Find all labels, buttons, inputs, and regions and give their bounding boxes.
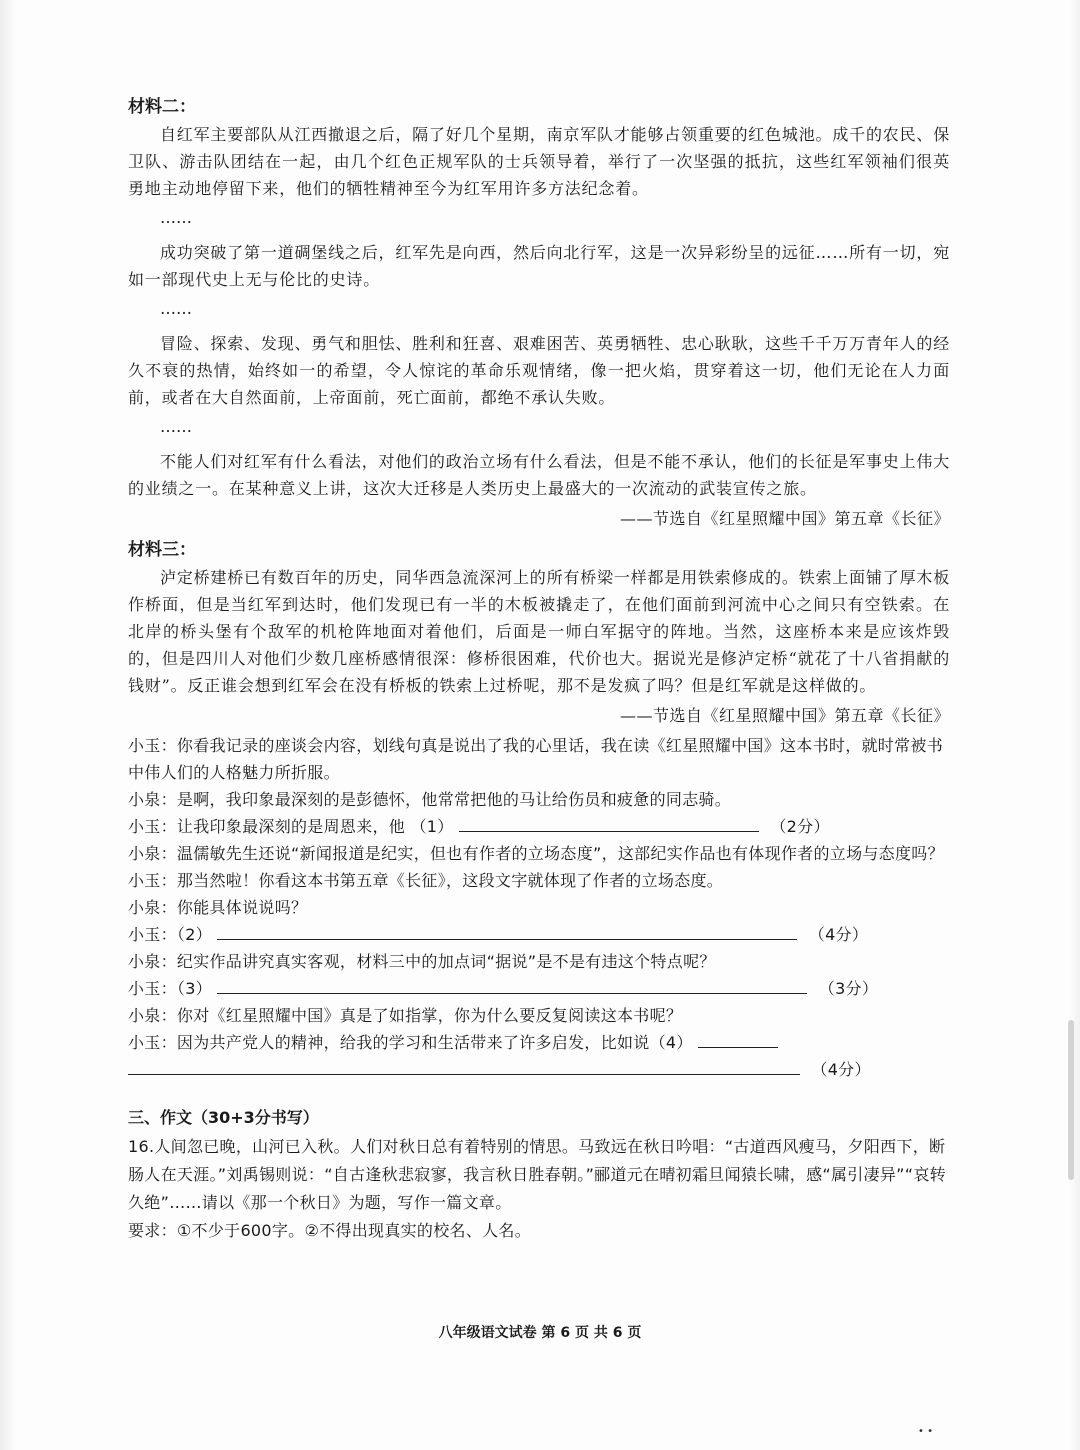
material2-heading: 材料二： (128, 97, 196, 117)
exam-content (128, 92, 950, 1245)
dialogue-line-7-text: 小玉：（2） (128, 925, 212, 944)
material2-paragraph-2: 成功突破了第一道碉堡线之后，红军先是向西，然后向北行军，这是一次异彩纷呈的远征……所有一切，宛如一部现代史上无与伦比的史诗。 (128, 243, 950, 289)
dialogue-line-11 (128, 1029, 950, 1056)
dialogue-line-9 (128, 975, 950, 1002)
dialogue-line-9-text: 小玉：（3） (128, 979, 212, 998)
scan-edge-right (1066, 0, 1080, 1450)
ellipsis: …… (160, 208, 192, 227)
composition-prompt: 16.人间忽已晚，山河已入秋。人们对秋日总有着特别的情思。马致远在秋日吟唱：“古道西风瘦马，夕阳西下，断肠人在天涯。”刘禹锡则说：“自古逢秋悲寂寥，我言秋日胜春朝。”郦道元在晴初霜旦闻猿长啸，感“属引凄异”“哀转久绝”……请以《那一个秋日》为题，写作一篇文章。 (128, 1137, 946, 1212)
material3-source: ——节选自《红星照耀中国》第五章《长征》 (619, 706, 950, 725)
answer-blank-4b[interactable] (128, 1060, 800, 1075)
answer-blank-2[interactable] (217, 925, 797, 940)
dialogue-line-3-text: 小玉：让我印象最深刻的是周恩来，他 （1） (128, 817, 454, 836)
answer-blank-3[interactable] (217, 979, 807, 994)
dialogue-line-7 (128, 921, 950, 948)
material2-paragraph-4: 不能人们对红军有什么看法，对他们的政治立场有什么看法，但是不能不承认，他们的长征是军事史上伟大的业绩之一。在某种意义上讲，这次大迁移是人类历史上最盛大的一次流动的武装宣传之旅。 (128, 452, 950, 498)
dialogue-line-4: 小泉：温儒敏先生还说“新闻报道是纪实，但也有作者的立场态度”，这部纪实作品也有体现作者的立场与态度吗？ (128, 844, 944, 863)
answer-blank-1[interactable] (459, 817, 759, 832)
dialogue-line-12 (128, 1056, 950, 1083)
corner-marks: • • (918, 1426, 933, 1437)
dialogue-line-1: 小玉：你看我记录的座谈会内容，划线句真是说出了我的心里话，我在读《红星照耀中国》这本书时，就时常被书中伟人们的人格魅力所折服。 (128, 736, 944, 782)
page-footer: 八年级语文试卷 第 6 页 共 6 页 (438, 1325, 642, 1341)
dialogue-line-6: 小泉：你能具体说说吗？ (128, 898, 308, 917)
score-4b: （4分） (811, 1060, 871, 1079)
answer-blank-4a[interactable] (698, 1033, 778, 1048)
score-2: （2分） (770, 817, 830, 836)
ellipsis: …… (160, 299, 192, 318)
score-4a: （4分） (808, 925, 869, 944)
material2-source: ——节选自《红星照耀中国》第五章《长征》 (619, 509, 950, 528)
material2-paragraph-3: 冒险、探索、发现、勇气和胆怯、胜利和狂喜、艰难困苦、英勇牺牲、忠心耿耿，这些千千万万青年人的经久不衰的热情，始终如一的希望，令人惊诧的革命乐观情绪，像一把火焰，贯穿着这一切，他们无论在人力面前，或者在大自然面前，上帝面前，死亡面前，都绝不承认失败。 (128, 334, 950, 407)
dialogue-line-8: 小泉：纪实作品讲究真实客观，材料三中的加点词“据说”是不是有违这个特点呢？ (128, 952, 716, 971)
dialogue-line-3 (128, 813, 950, 840)
dialogue-line-5: 小玉：那当然啦！你看这本书第五章《长征》，这段文字就体现了作者的立场态度。 (128, 871, 724, 890)
score-3: （3分） (818, 979, 879, 998)
material2-paragraph-1: 自红军主要部队从江西撤退之后，隔了好几个星期，南京军队才能够占领重要的红色城池。成千的农民、保卫队、游击队团结在一起，由几个红色正规军队的士兵领导着，举行了一次坚强的抵抗，这些红军领袖们很英勇地主动地停留下来，他们的牺牲精神至今为红军用许多方法纪念着。 (128, 125, 950, 198)
composition-requirement: 要求：①不少于600字。②不得出现真实的校名、人名。 (128, 1221, 532, 1240)
material3-paragraph: 泸定桥建桥已有数百年的历史，同华西急流深河上的所有桥梁一样都是用铁索修成的。铁索上面铺了厚木板作桥面，但是当红军到达时，他们发现已有一半的木板被撬走了，在他们面前到河流中心之间只有空铁索。在北岸的桥头堡有个敌军的机枪阵地面对着他们，后面是一师白军据守的阵地。当然，这座桥本来是应该炸毁的，但是四川人对他们少数几座桥感情很深：修桥很困难，代价也大。据说光是修泸定桥“就花了十八省捐献的钱财”。反正谁会想到红军会在没有桥板的铁索上过桥呢，那不是发疯了吗？但是红军就是这样做的。 (128, 568, 950, 695)
composition-title: 三、作文（30+3分书写） (128, 1108, 319, 1127)
material3-heading: 材料三： (128, 540, 196, 560)
dialogue-line-11-text: 小玉：因为共产党人的精神，给我的学习和生活带来了许多启发，比如说（4） (128, 1033, 693, 1052)
scrollbar[interactable] (1068, 1020, 1074, 1180)
ellipsis: …… (160, 417, 192, 436)
dialogue-line-2: 小泉：是啊，我印象最深刻的是彭德怀，他常常把他的马让给伤员和疲惫的同志骑。 (128, 790, 732, 809)
scan-edge-left (0, 0, 18, 1450)
dialogue-line-10: 小泉：你对《红星照耀中国》真是了如指掌，你为什么要反复阅读这本书呢？ (128, 1006, 683, 1025)
